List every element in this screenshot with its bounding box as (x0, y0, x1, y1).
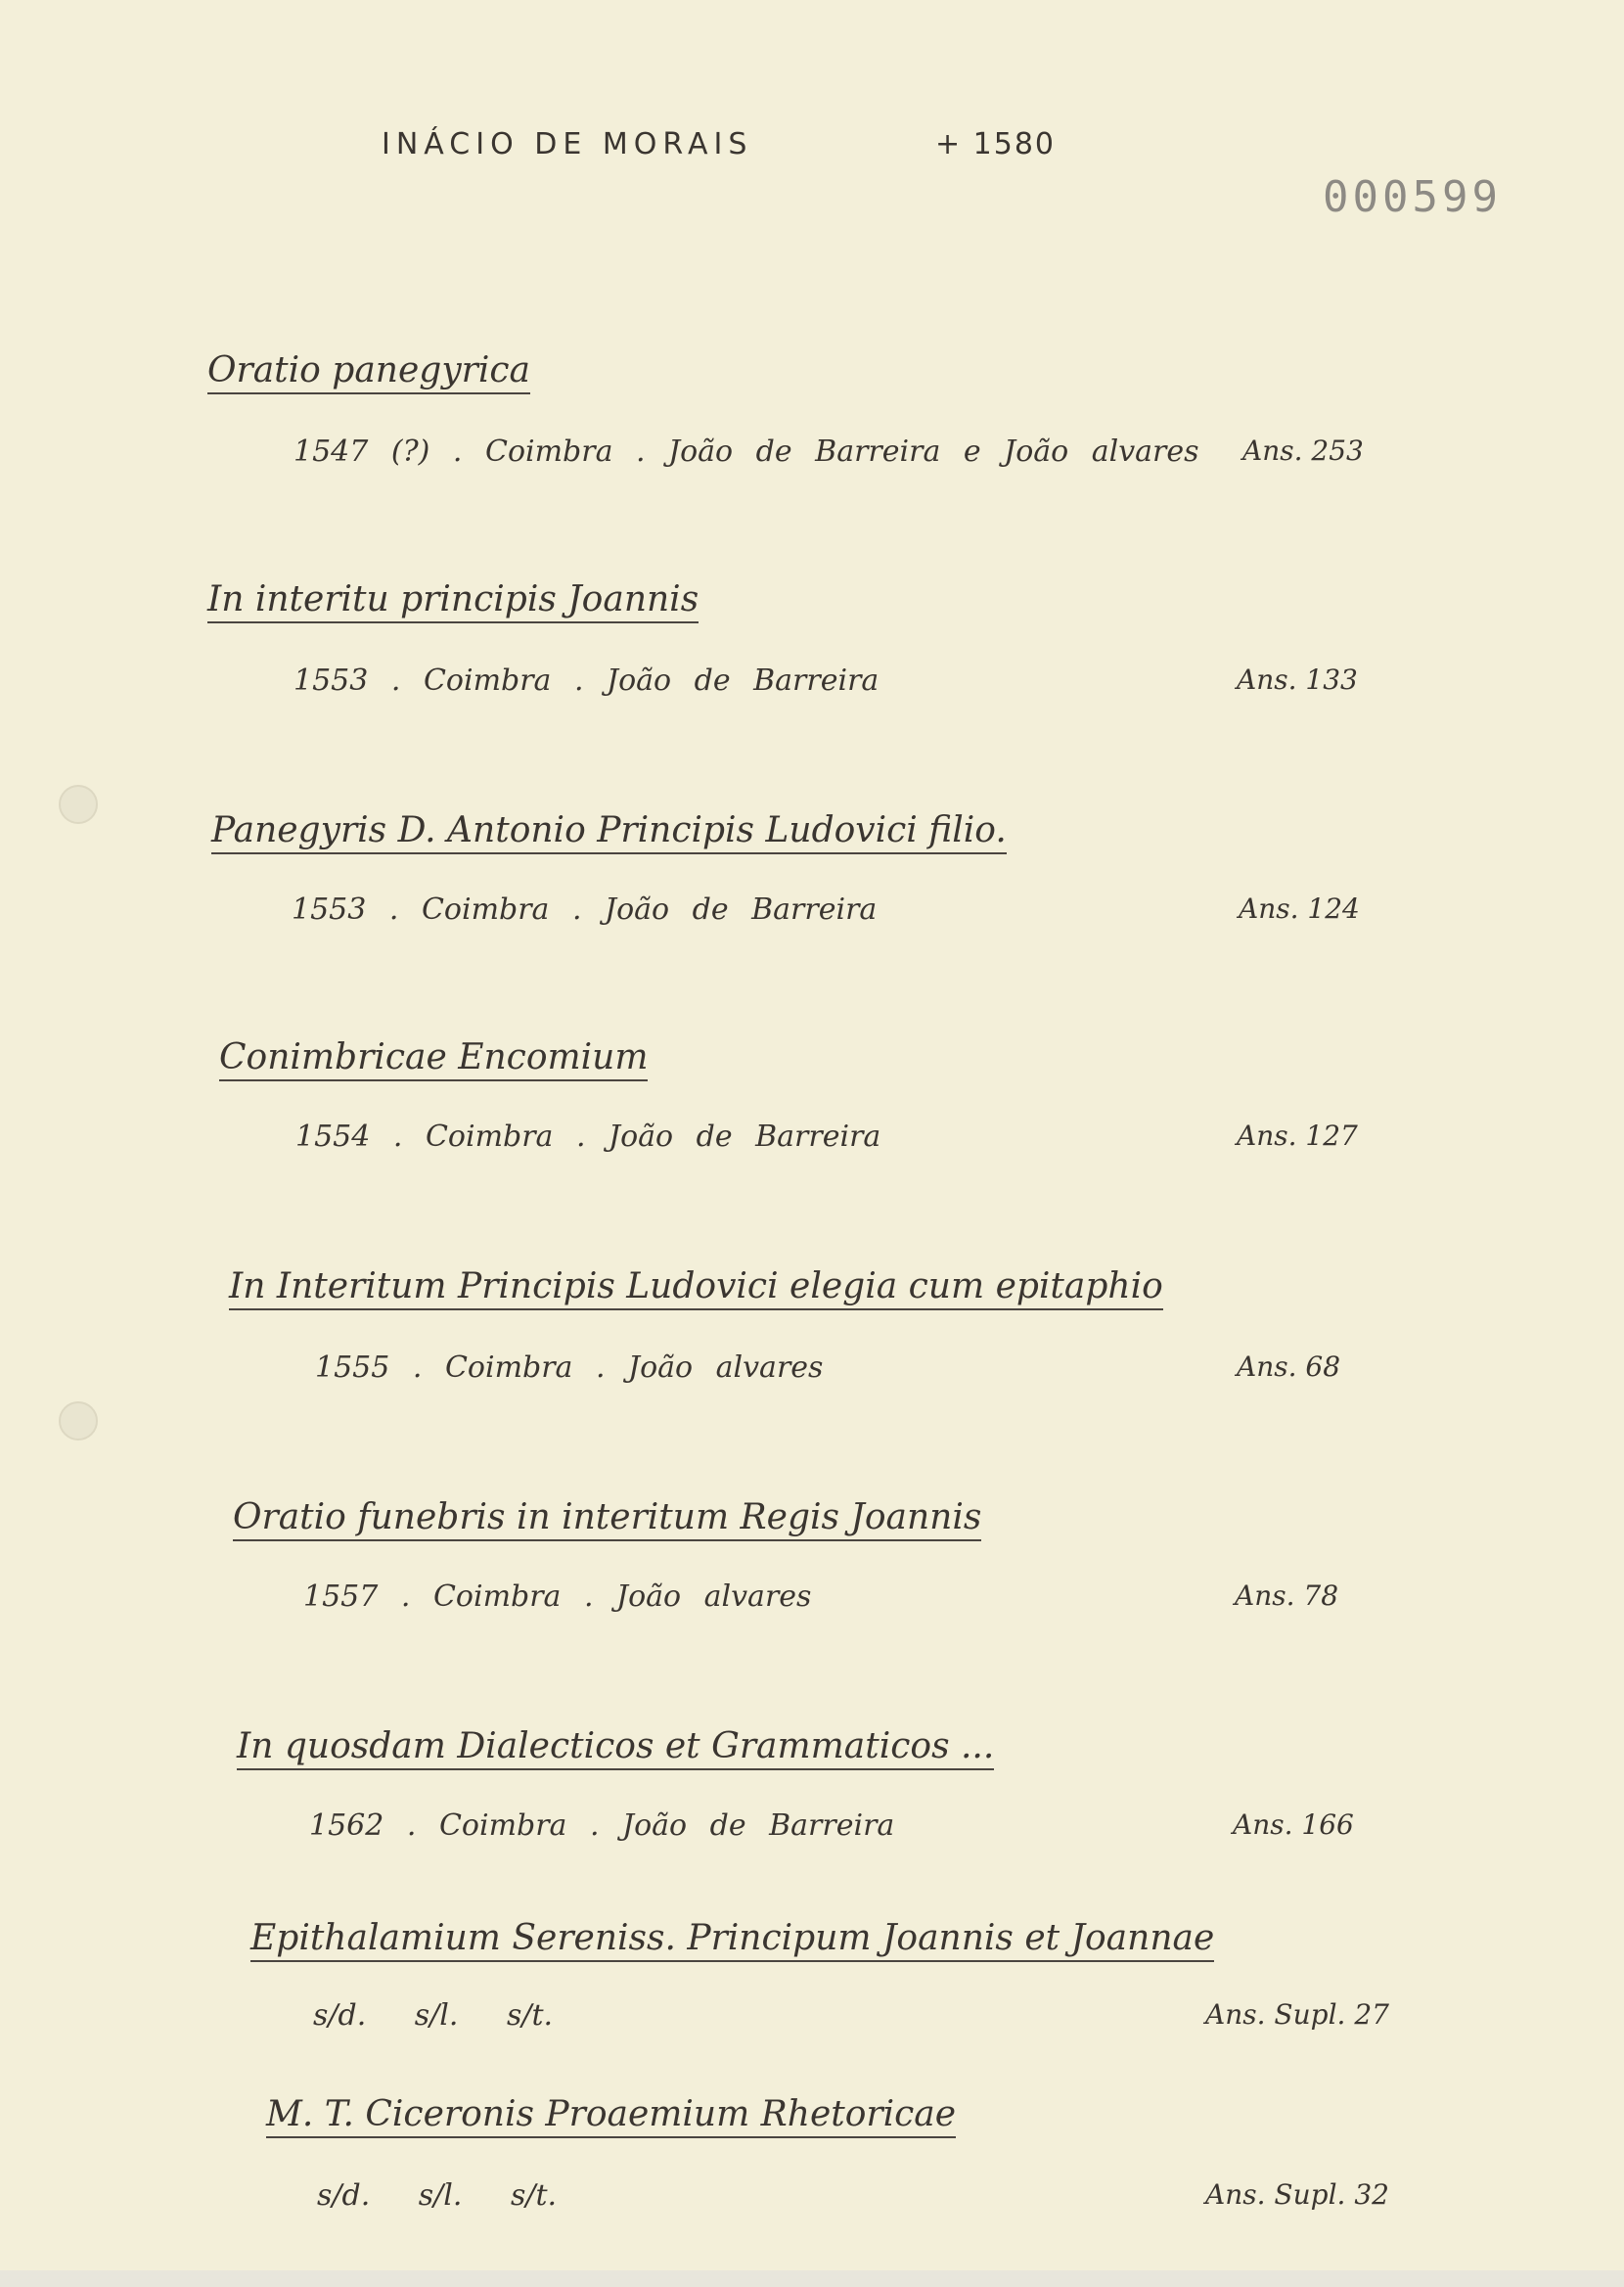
entry-title: Panegyris D. Antonio Principis Ludovici filio. (211, 810, 1007, 854)
entry-imprint: 1547 (?) . Coimbra . João de Barreira e João alvares (293, 435, 1199, 469)
entry-title: Epithalamium Sereniss. Principum Joannis et Joannae (250, 1918, 1214, 1962)
entry-title: Oratio funebris in interitum Regis Joannis (233, 1497, 981, 1541)
entry-imprint: s/d. s/l. s/t. (317, 2178, 558, 2213)
entry-imprint: s/d. s/l. s/t. (313, 1998, 554, 2033)
entry-reference: Ans. Supl. 27 (1205, 1998, 1389, 2031)
author-name: INÁCIO DE MORAIS (382, 127, 753, 161)
entry-reference: Ans. 68 (1237, 1350, 1341, 1383)
entry-reference: Ans. 253 (1242, 435, 1364, 467)
entry-reference: Ans. 127 (1237, 1120, 1358, 1152)
entry-imprint: 1553 . Coimbra . João de Barreira (293, 663, 880, 698)
entry-imprint: 1553 . Coimbra . João de Barreira (292, 892, 878, 927)
entry-title: M. T. Ciceronis Proaemium Rhetoricae (266, 2094, 956, 2138)
death-year: + 1580 (935, 127, 1057, 161)
punch-hole (59, 1401, 98, 1441)
entry-title: In quosdam Dialecticos et Grammaticos ... (237, 1726, 994, 1770)
entry-reference: Ans. 124 (1239, 892, 1360, 925)
entry-title: Conimbricae Encomium (219, 1037, 648, 1081)
scan-edge (0, 2270, 1624, 2287)
entry-reference: Ans. 133 (1237, 663, 1358, 696)
entry-reference: Ans. 166 (1233, 1808, 1354, 1841)
entry-reference: Ans. Supl. 32 (1205, 2178, 1389, 2211)
entry-reference: Ans. 78 (1235, 1579, 1339, 1612)
entry-title: In interitu principis Joannis (207, 579, 699, 623)
entry-imprint: 1557 . Coimbra . João alvares (303, 1579, 812, 1614)
entry-imprint: 1554 . Coimbra . João de Barreira (295, 1120, 881, 1154)
entry-imprint: 1562 . Coimbra . João de Barreira (309, 1808, 895, 1843)
punch-hole (59, 785, 98, 824)
entry-title: In Interitum Principis Ludovici elegia cum epitaphio (229, 1266, 1163, 1310)
entry-title: Oratio panegyrica (207, 350, 530, 394)
record-number-stamp: 000599 (1323, 172, 1502, 222)
entry-imprint: 1555 . Coimbra . João alvares (315, 1350, 824, 1385)
